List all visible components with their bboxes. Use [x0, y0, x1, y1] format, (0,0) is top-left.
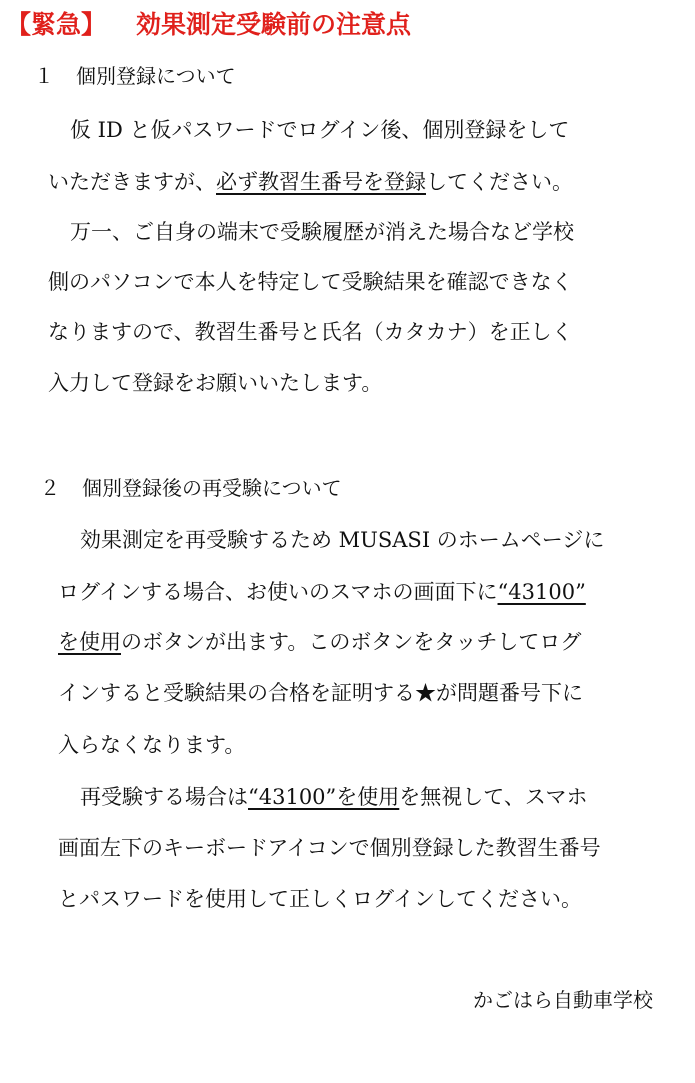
- school-signature: かごはら自動車学校: [473, 988, 653, 1012]
- section-2-paragraph-1-line-3: [58, 627, 581, 657]
- section-2-paragraph-1-line-5: 入らなくなります。: [58, 733, 246, 757]
- underlined-requirement: 必ず教習生番号を登録: [216, 170, 426, 194]
- section-1-heading-text: 個別登録について: [76, 64, 236, 88]
- text-span: を無視して、スマホ: [399, 785, 588, 809]
- underlined-use-label: を使用: [58, 630, 121, 654]
- section-2-paragraph-2-line-1: [80, 782, 587, 812]
- underlined-code: “43100”: [497, 580, 586, 604]
- text-span: いただきますが、: [48, 170, 216, 194]
- title-text: 効果測定受験前の注意点: [136, 10, 412, 39]
- section-2-paragraph-2-line-2: 画面左下のキーボードアイコンで個別登録した教習生番号: [58, 836, 601, 860]
- section-1-number: １: [34, 64, 54, 88]
- section-2-number: ２: [40, 476, 60, 500]
- section-2-paragraph-2-line-3: とパスワードを使用して正しくログインしてください。: [58, 887, 582, 911]
- section-1-heading: [34, 62, 236, 90]
- section-1-paragraph-2-line-3: なりますので、教習生番号と氏名（カタカナ）を正しく: [48, 320, 573, 344]
- text-span: してください。: [426, 170, 573, 194]
- section-2-paragraph-1-line-4: インすると受験結果の合格を証明する★が問題番号下に: [58, 681, 583, 705]
- document-title: [6, 8, 411, 42]
- section-1-paragraph-2-line-4: 入力して登録をお願いいたします。: [48, 371, 383, 395]
- text-span: のボタンが出ます。このボタンをタッチしてログ: [121, 630, 582, 654]
- section-1-paragraph-2-line-2: 側のパソコンで本人を特定して受験結果を確認できなく: [48, 270, 573, 294]
- underlined-code-use: “43100”を使用: [248, 785, 400, 809]
- section-2-paragraph-1-line-1: 効果測定を再受験するため MUSASI のホームページに: [80, 528, 605, 552]
- text-span: ログインする場合、お使いのスマホの画面下に: [58, 580, 498, 604]
- section-2-heading: [40, 474, 342, 502]
- section-1-paragraph-1-line-2: [48, 167, 573, 197]
- text-span: 再受験する場合は: [80, 785, 248, 809]
- section-1-paragraph-2-line-1: 万一、ご自身の端末で受験履歴が消えた場合など学校: [70, 220, 574, 244]
- section-2-paragraph-1-line-2: [58, 577, 586, 607]
- urgent-tag: 【緊急】: [6, 10, 107, 39]
- section-2-heading-text: 個別登録後の再受験について: [82, 476, 342, 500]
- section-1-paragraph-1-line-1: 仮 ID と仮パスワードでログイン後、個別登録をして: [70, 118, 570, 142]
